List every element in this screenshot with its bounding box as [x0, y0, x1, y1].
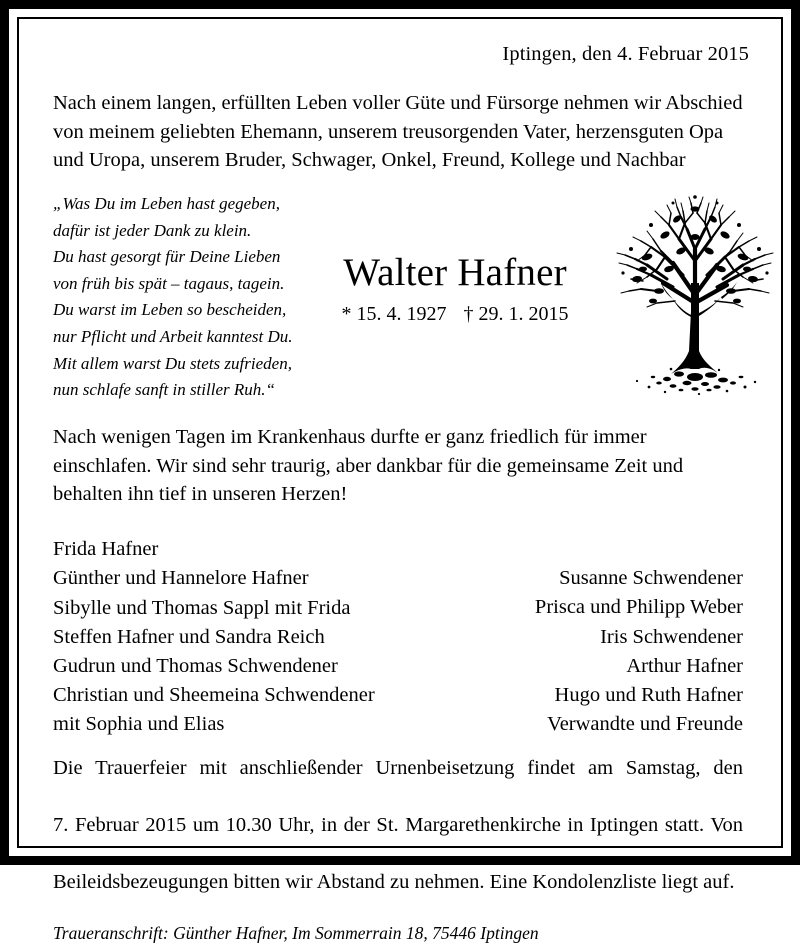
- family-column-right: [400, 564, 743, 739]
- death-date: † 29. 1. 2015: [463, 303, 569, 325]
- verse-line: von früh bis spät – tagaus, tagein.: [53, 273, 285, 293]
- family-name: Prisca und Philipp Weber: [534, 596, 743, 619]
- intro-line: Nach einem langen, erfüllten Leben voller Güte und Fürsorge nehmen wir Abschied: [53, 92, 743, 114]
- funeral-line: 7. Februar 2015 um 10.30 Uhr, in der St. Margarethenkirche in Iptingen statt. Von: [53, 813, 743, 836]
- family-column-left: [53, 535, 433, 739]
- dateline: Iptingen, den 4. Februar 2015: [502, 43, 749, 65]
- verse-line: nur Pflicht und Arbeit kanntest Du.: [53, 327, 293, 347]
- funeral-details: [19, 740, 781, 897]
- verse-line: Mit allem warst Du stets zufrieden,: [53, 353, 292, 373]
- family-name: Steffen Hafner und Sandra Reich: [53, 625, 325, 648]
- deceased-name: Walter Hafner: [343, 251, 567, 295]
- funeral-line: Die Trauerfeier mit anschließender Urnenbeisetzung findet am Samstag, den: [53, 756, 743, 779]
- family-name: Arthur Hafner: [626, 654, 743, 677]
- passing-line: Nach wenigen Tagen im Krankenhaus durfte er ganz friedlich für immer einschlafen.: [53, 426, 647, 477]
- intro-line: von meinem geliebten Ehemann, unserem treusorgenden Vater, herzensguten Opa und: [53, 120, 724, 172]
- intro-line: Uropa, unserem Bruder, Schwager, Onkel, Freund, Kollege und Nachbar: [88, 149, 686, 172]
- passing-line: Wir sind sehr traurig, aber dankbar für die gemeinsame Zeit und behalten ihn tief in: [53, 454, 684, 506]
- life-dates: [305, 303, 605, 326]
- deceased-name-block: [305, 253, 605, 326]
- birth-date: * 15. 4. 1927: [341, 303, 447, 325]
- family-name: mit Sophia und Elias: [53, 713, 225, 736]
- family-names: [19, 535, 781, 739]
- verse-line: Du hast gesorgt für Deine Lieben: [53, 247, 281, 267]
- passing-paragraph: [19, 423, 781, 509]
- verse-line: nun schlafe sanft in stiller Ruh.“: [53, 380, 275, 400]
- family-name: Sibylle und Thomas Sappl mit Frida: [53, 596, 351, 619]
- mourning-address: Traueranschrift: Günther Hafner, Im Sommerrain 18, 75446 Iptingen: [53, 922, 539, 943]
- bare-tree-icon: [607, 191, 787, 396]
- family-name: Gudrun und Thomas Schwendener: [53, 654, 338, 677]
- family-name: Günther und Hannelore Hafner: [53, 567, 309, 590]
- verse-poem: [53, 191, 333, 404]
- verse-line: Du warst im Leben so bescheiden,: [53, 300, 287, 320]
- intro-paragraph: [19, 66, 781, 175]
- family-name: Frida Hafner: [53, 538, 159, 561]
- family-name: Verwandte und Freunde: [547, 713, 743, 736]
- notice-content: [19, 19, 781, 943]
- verse-line: „Was Du im Leben hast gegeben,: [53, 194, 280, 214]
- funeral-line: Beileidsbezeugungen bitten wir Abstand zu nehmen. Eine Kondolenzliste liegt auf.: [53, 871, 735, 894]
- family-name: Christian und Sheemeina Schwendener: [53, 684, 375, 707]
- verse-line: dafür ist jeder Dank zu klein.: [53, 220, 252, 240]
- passing-line: unseren Herzen!: [212, 483, 348, 506]
- family-name: Susanne Schwendener: [559, 567, 743, 590]
- memorial-band: [19, 191, 781, 423]
- family-name: Iris Schwendener: [600, 625, 743, 648]
- family-name: Hugo und Ruth Hafner: [554, 683, 743, 706]
